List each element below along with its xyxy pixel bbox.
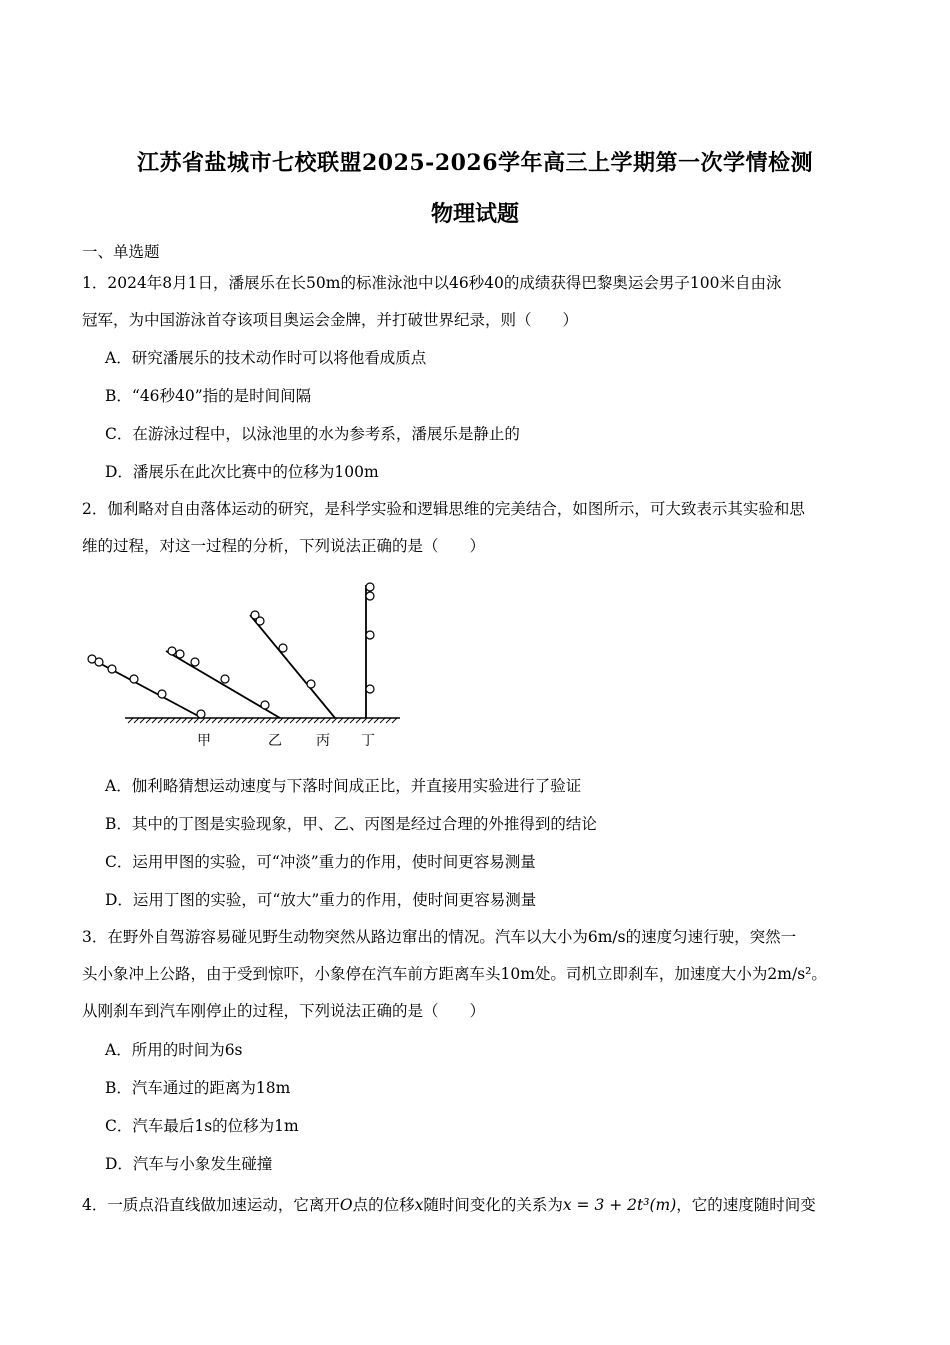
q3-stem-line3: 从刚刹车到汽车刚停止的过程，下列说法正确的是（ ） xyxy=(82,1002,486,1020)
q2-option-a: A．伽利略猜想运动速度与下落时间成正比，并直接用实验进行了验证 xyxy=(105,777,582,795)
section-heading: 一、单选题 xyxy=(82,243,160,261)
fig-label-ding: 丁 xyxy=(361,733,375,749)
q3-stem-line1: 3．在野外自驾游容易碰见野生动物突然从路边窜出的情况。汽车以大小为6m/s的速度匀速行驶，突然一 xyxy=(82,928,797,946)
exam-subtitle: 物理试题 xyxy=(430,201,519,227)
exam-title: 江苏省盐城市七校联盟2025-2026学年高三上学期第一次学情检测 xyxy=(136,150,814,176)
incline-jia xyxy=(88,657,202,718)
galileo-incline-figure xyxy=(80,575,410,755)
fig-label-yi: 乙 xyxy=(268,733,282,749)
balls-bing xyxy=(251,611,315,688)
q4-mid2: 随时间变化的关系为 xyxy=(423,1196,563,1214)
q1-option-a: A．研究潘展乐的技术动作时可以将他看成质点 xyxy=(105,349,427,367)
fig-label-bing: 丙 xyxy=(316,733,330,749)
q4-prefix: 4．一质点沿直线做加速运动，它离开 xyxy=(82,1196,340,1214)
q2-stem-line1: 2．伽利略对自由落体运动的研究，是科学实验和逻辑思维的完美结合，如图所示，可大致表示其实验和思 xyxy=(82,500,805,518)
q2-option-b: B．其中的丁图是实验现象，甲、乙、丙图是经过合理的外推得到的结论 xyxy=(105,815,597,833)
q4-var-x: x xyxy=(414,1196,424,1214)
q3-option-b: B．汽车通过的距离为18m xyxy=(105,1079,291,1097)
q4-point-o: O xyxy=(339,1196,353,1214)
q1-option-c: C．在游泳过程中，以泳池里的水为参考系，潘展乐是静止的 xyxy=(105,425,520,443)
q1-option-b: B．“46秒40”指的是时间间隔 xyxy=(105,387,312,405)
q3-option-d: D．汽车与小象发生碰撞 xyxy=(105,1155,273,1173)
q1-option-d: D．潘展乐在此次比赛中的位移为100m xyxy=(105,463,379,481)
q3-stem-line2: 头小象冲上公路，由于受到惊吓，小象停在汽车前方距离车头10m处。司机立即刹车，加速度大小为2m/s²。 xyxy=(82,965,827,983)
q4-formula: x = 3 + 2t³(m) xyxy=(562,1196,677,1214)
balls-yi xyxy=(168,647,269,709)
balls-ding xyxy=(366,583,374,693)
q4-mid1: 点的位移 xyxy=(352,1196,415,1214)
q1-stem-line1: 1．2024年8月1日，潘展乐在长50m的标准泳池中以46秒40的成绩获得巴黎奥运会男子100米自由泳 xyxy=(82,274,782,292)
q2-stem-line2: 维的过程，对这一过程的分析，下列说法正确的是（ ） xyxy=(82,537,486,555)
q2-option-c: C．运用甲图的实验，可“冲淡”重力的作用，使时间更容易测量 xyxy=(105,853,536,871)
fig-label-jia: 甲 xyxy=(197,733,211,749)
q3-option-a: A．所用的时间为6s xyxy=(105,1041,243,1059)
q3-option-c: C．汽车最后1s的位移为1m xyxy=(105,1117,299,1135)
q4-stem-line1 xyxy=(82,1193,816,1215)
q4-suffix: ，它的速度随时间变 xyxy=(676,1196,816,1214)
q1-stem-line2: 冠军，为中国游泳首夺该项目奥运会金牌，并打破世界纪录，则（ ） xyxy=(82,311,579,329)
q2-option-d: D．运用丁图的实验，可“放大”重力的作用，使时间更容易测量 xyxy=(105,891,537,909)
